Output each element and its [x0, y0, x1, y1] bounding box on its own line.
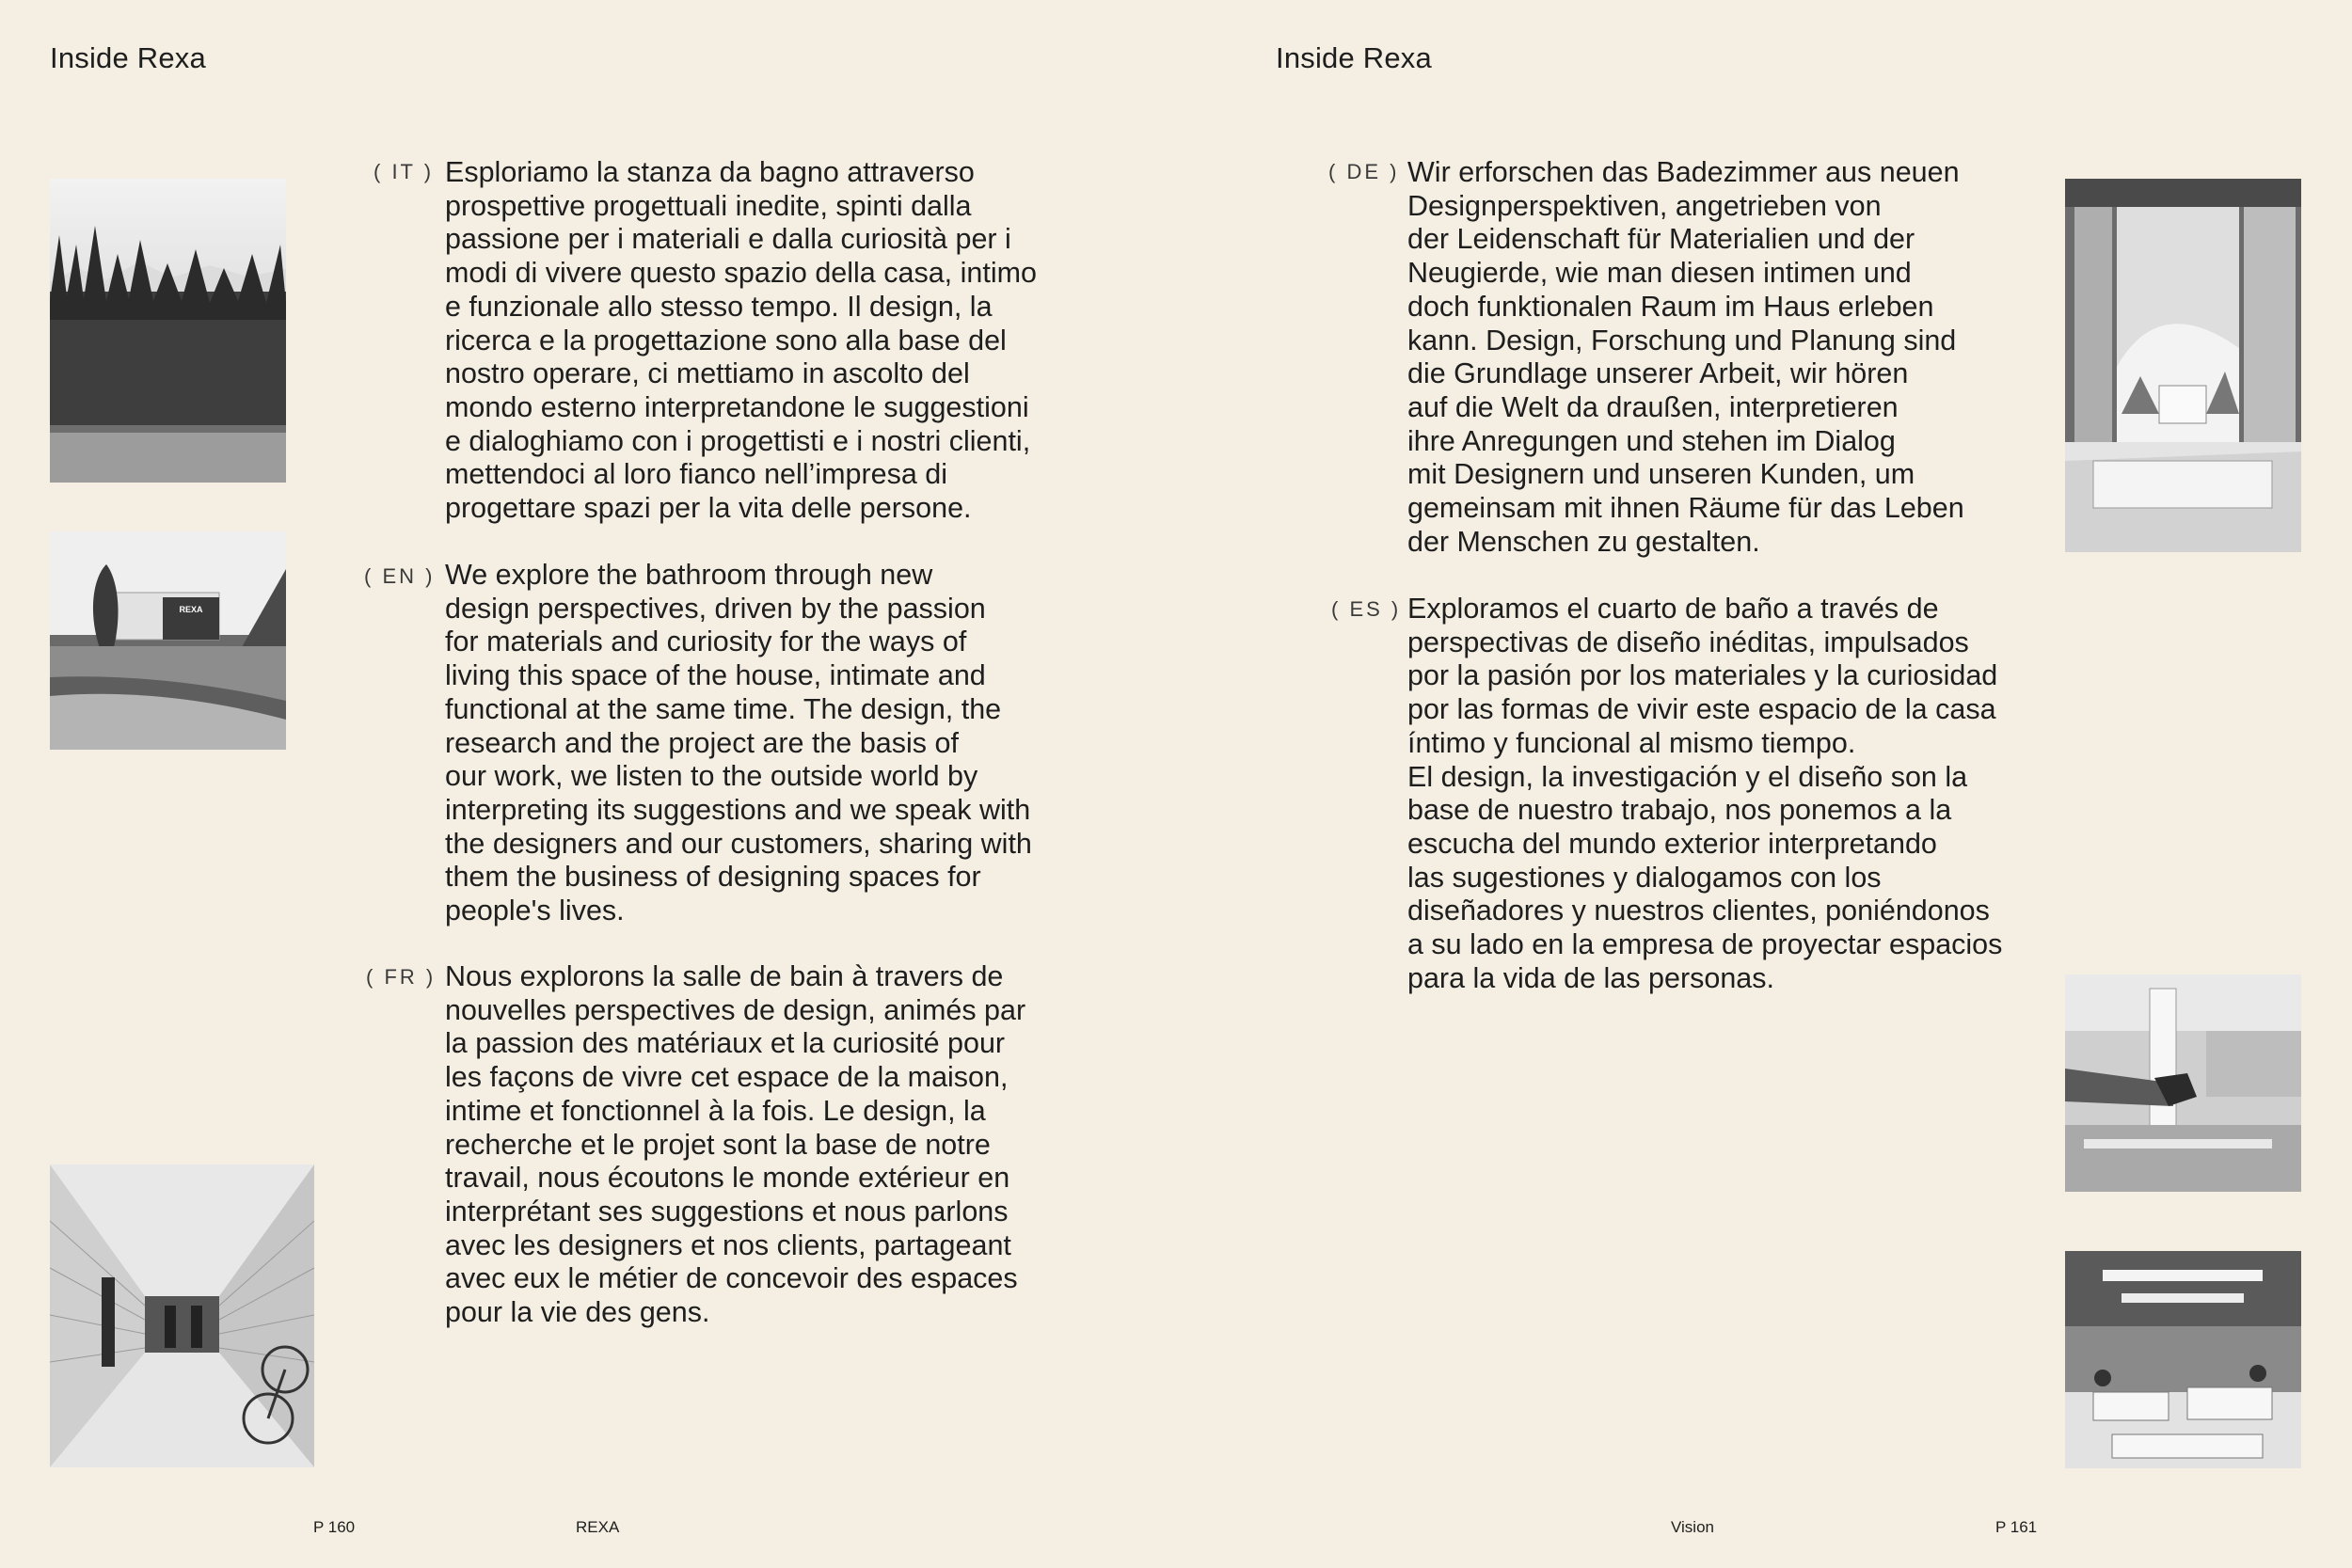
paragraph-de: Wir erforschen das Badezimmer aus neuen Designperspektiven, angetrieben von der Leidenschaft für Materialien und der Neugierde, wie man diesen intimen und doch funktionalen Raum im Haus erleben kann. Design, Forschung und Planung sind die Grundlage unserer Arbeit, wir hören auf die Welt da draußen, interpretieren ihre Anregungen und stehen im Dialog mit Designern und unseren Kunden, um gemeinsam mit ihnen Räume für das Leben der Menschen zu gestalten. — [1407, 156, 1964, 558]
building-sign-text: REXA — [179, 605, 203, 614]
lang-tag-en: ( EN ) — [364, 564, 436, 588]
lang-tag-es: ( ES ) — [1331, 597, 1402, 621]
right-page-number: P 161 — [1995, 1518, 2038, 1536]
corridor-bicycle-photo — [50, 1164, 314, 1467]
paragraph-es: Exploramos el cuarto de baño a través de perspectivas de diseño inéditas, impulsados por la pasión por los materiales y la curiosidad por las formas de vivir este espacio de la casa íntimo y funcional al mismo tiempo. El design, la investigación y el diseño son la base de nuestro trabajo, nos ponemos a la escucha del mundo exterior interpretando las sugestiones y dialogamos con los diseñadores y nuestros clientes, poniéndonos a su lado en la empresa de proyectar espacios para la vida de las personas. — [1407, 593, 2003, 994]
footer-section: Vision — [1671, 1518, 1714, 1536]
workshop-hand-photo — [2065, 974, 2301, 1192]
trees-landscape-photo — [50, 179, 286, 483]
paragraph-it: Esploriamo la stanza da bagno attraverso prospettive progettuali inedite, spinti dalla passione per i materiali e dalla curiosità per i modi di vivere questo spazio della casa, intimo e funzionale allo stesso tempo. Il design, la ricerca e la progettazione sono alla base del nostro operare, ci mettiamo in ascolto del mondo esterno interpretandone le suggestioni e dialoghiamo con i progettisti e i nostri clienti, mettendoci al loro fianco nell’impresa di progettare spazi per la vita delle persone. — [445, 156, 1037, 525]
paragraph-en: We explore the bathroom through new design perspectives, driven by the passion for materials and curiosity for the ways of living this space of the house, intimate and functional at the same time. The design, the research and the project are the basis of our work, we listen to the outside world by interpreting its suggestions and we speak with the designers and our customers, sharing with them the business of designing spaces for people's lives. — [445, 559, 1032, 927]
footer-brand: REXA — [576, 1518, 620, 1536]
window-reflection-photo — [2065, 179, 2301, 552]
lang-tag-it: ( IT ) — [373, 160, 435, 183]
left-page-header: Inside Rexa — [50, 41, 206, 74]
right-page-header: Inside Rexa — [1276, 41, 1432, 74]
factory-floor-photo — [2065, 1251, 2301, 1468]
paragraph-fr: Nous explorons la salle de bain à travers de nouvelles perspectives de design, animés par la passion des matériaux et la curiosité pour les façons de vivre cet espace de la maison, intime et fonctionnel à la fois. Le design, la recherche et le projet sont la base de notre travail, nous écoutons le monde extérieur en interprétant ses suggestions et nous parlons avec les designers et nos clients, partageant avec eux le métier de concevoir des espaces pour la vie des gens. — [445, 960, 1026, 1329]
lang-tag-de: ( DE ) — [1328, 160, 1400, 183]
rexa-building-photo — [50, 531, 286, 750]
lang-tag-fr: ( FR ) — [366, 965, 437, 989]
left-page-number: P 160 — [313, 1518, 356, 1536]
